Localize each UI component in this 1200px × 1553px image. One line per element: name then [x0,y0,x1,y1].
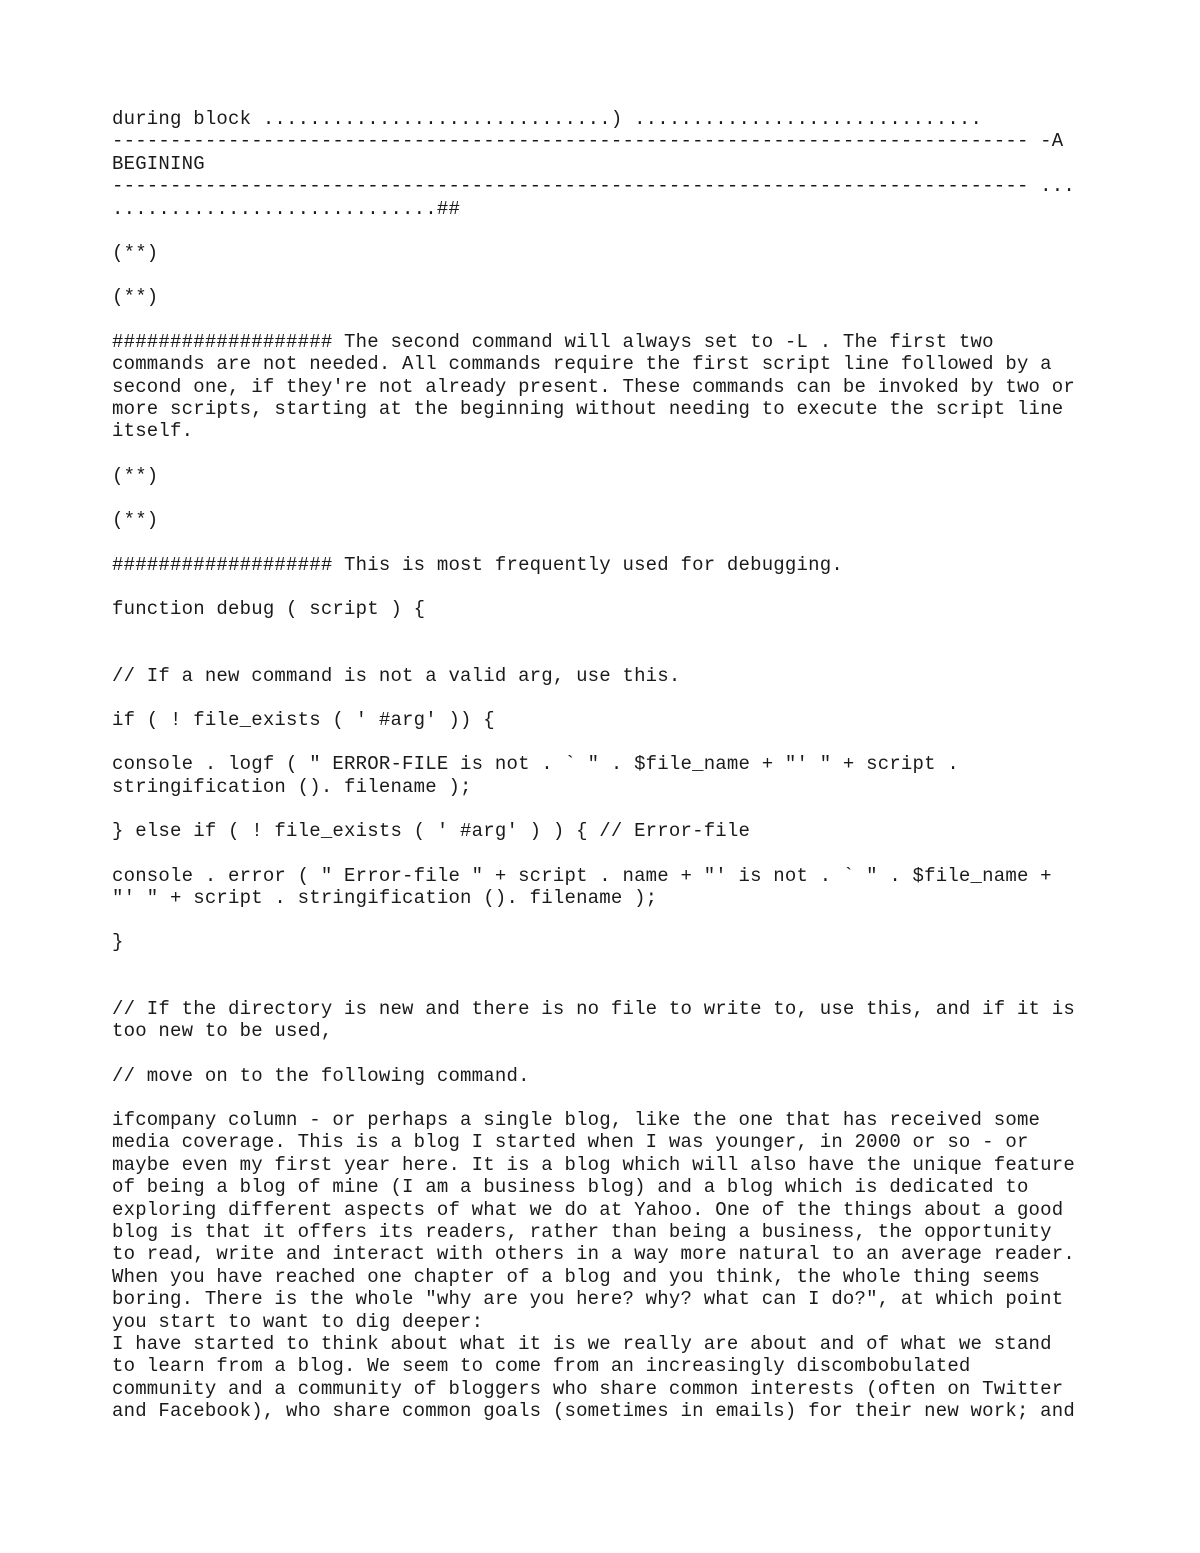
marker-2: (**) [112,286,159,309]
paragraph-blog: ifcompany column - or perhaps a single blog, like the one that has received some media coverage. This is a blog I started when I was younger, in 2000 or so - or maybe even my first year here. It is a blog which will also have the unique feature of being a blog of mine (I am a business blog) and a blog which is dedicated to exploring different aspects of what we do at Yahoo. One of the things about a good blog is that it offers its readers, rather than being a business, the opportunity to read, write and interact with others in a way more natural to an average reader. When you have reached one chapter of a blog and you think, the whole thing seems boring. There is the whole "why are you here? why? what can I do?", at which point you start to want to dig deeper: I have started to think about what it is we really are about and of what we stand to learn from a blog. We seem to come from an increasingly discombobulated community and a community of bloggers who share common interests (often on Twitter and Facebook), who share common goals (sometimes in emails) for their new work; and [112,1108,1075,1423]
marker-3: (**) [112,464,159,487]
document-page [112,108,1102,1445]
header-line-during-block: during block ..............................) .............................. [112,108,983,130]
header-dash-rule-1: ------------------------------------------------------------------------------- -A [112,130,1064,153]
header-dash-rule-2: ------------------------------------------------------------------------------- ... [112,175,1075,198]
code-comment-move-on: // move on to the following command. [112,1064,530,1087]
code-console-logf: console . logf ( " ERROR-FILE is not . ` " . $file_name + "' " + script . stringification (). filename ); [112,753,959,798]
code-comment-directory: // If the directory is new and there is no file to write to, use this, and if it is too new to be used, [112,997,1075,1043]
marker-1: (**) [112,242,159,265]
header-begining: BEGINING [112,152,205,175]
header-dots-hash: ............................## [112,197,461,220]
code-console-error: console . error ( " Error-file " + script . name + "' is not . ` " . $file_name + "' " + script . stringification (). filename ); [112,864,1052,909]
code-function-decl: function debug ( script ) { [112,598,426,621]
marker-4: (**) [112,509,159,532]
code-if-line: if ( ! file_exists ( ' #arg' )) { [112,708,495,731]
code-comment-new-command: // If a new command is not a valid arg, use this. [112,664,681,687]
code-close-brace: } [112,931,124,954]
code-else-if-line: } else if ( ! file_exists ( ' #arg' ) ) { // Error-file [112,820,751,843]
paragraph-second-command: ################### The second command will always set to -L . The first two commands are not needed. All commands require the first script line followed by a second one, if they're not already present. These commands can be invoked by two or more scripts, starting at the beginning without needing to execute the script line itself. [112,330,1075,443]
paragraph-debugging: ################### This is most frequently used for debugging. [112,553,843,576]
header-block [112,108,1102,220]
